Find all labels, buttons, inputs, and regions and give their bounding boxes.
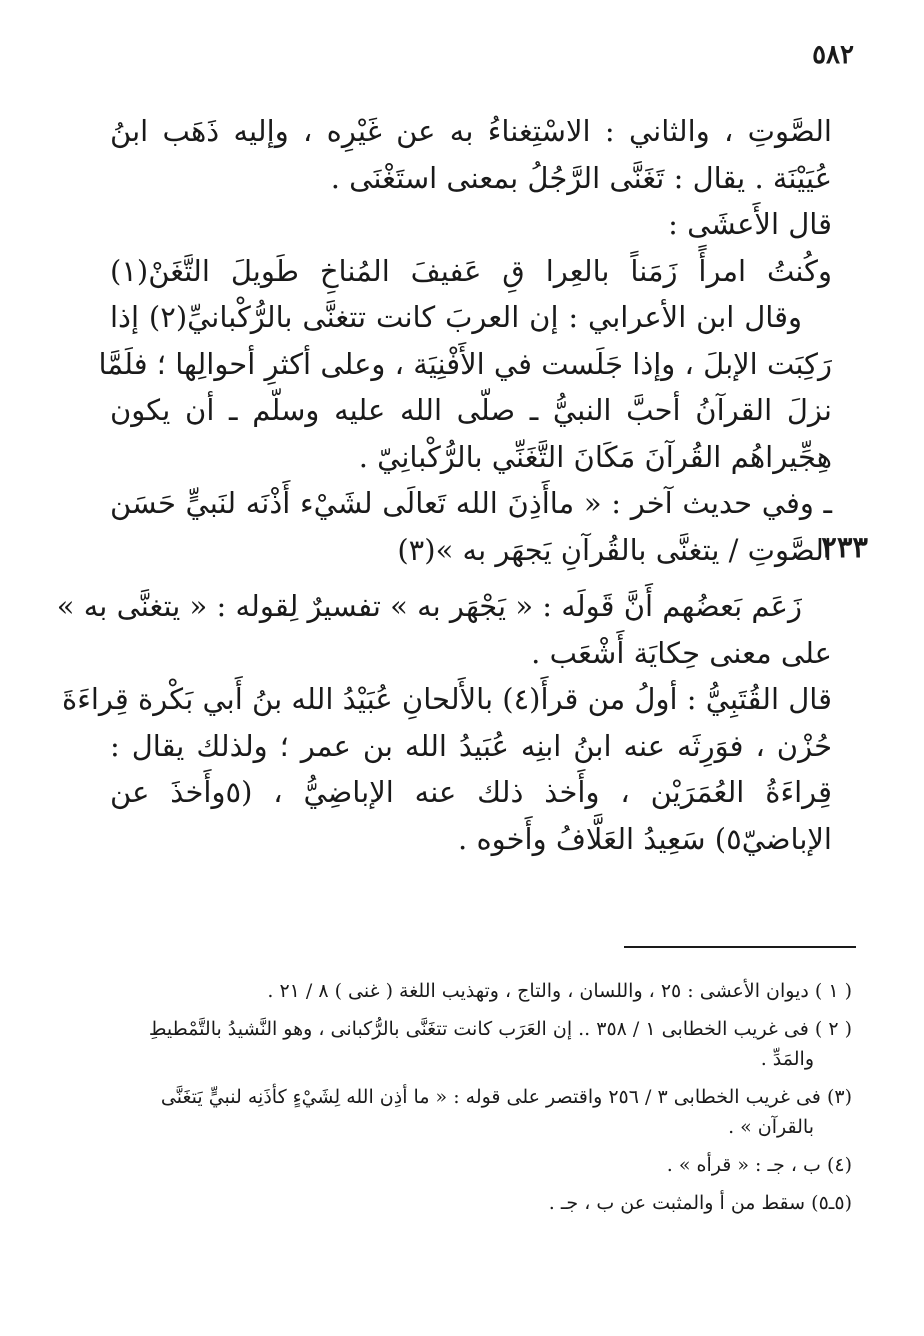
paragraph-gap: [110, 573, 832, 583]
footnote: [72, 1188, 852, 1218]
text-line: هِجِّيراهُم القُرآنَ مَكَانَ التَّغَنِّي بالرُّكْبانِيّ .: [358, 439, 832, 474]
footnote: [72, 976, 852, 1006]
text-line: قِراءَةُ العُمَرَيْن ، وأَخذ ذلك عنه الإباضِيُّ ، (٥وأَخذَ عن: [110, 775, 832, 809]
footnote-text: فى غريب الخطابى ٣ / ٢٥٦ واقتصر على قوله : « ما أذِن الله لِشَيْءٍ كأذَنِه لنبيٍّ يَتغَنَّى: [160, 1086, 821, 1108]
footnote-marker: (٥ـ٥): [811, 1192, 852, 1214]
main-text: [56, 108, 832, 862]
footnote-text: ديوان الأعشى : ٢٥ ، واللسان ، والتاج ، وتهذيب اللغة ( غنى ) ٨ / ٢١ .: [267, 980, 809, 1002]
text-line: حُزْن ، فوَرِثَه عنه ابنُ ابنِه عُبَيدُ الله بن عمر ؛ ولذلك يقال :: [110, 728, 832, 763]
text-line: عُيَيْنَة . يقال : تَغَنَّى الرَّجُلُ بمعنى استَغْنَى .: [330, 160, 832, 195]
text-line: رَكِبَت الإبلَ ، وإذا جَلَست في الأَفْنِيَة ، وعلى أكثرِ أحوالِها ؛ فلَمَّا: [98, 346, 832, 381]
text-line: ـ وفي حديث آخر : « ماأَذِنَ الله تَعالَى لشَيْء أَذْنَه لنَبيٍّ حَسَن: [110, 486, 832, 520]
footnote-text: ب ، جـ : « قرأه » .: [666, 1154, 821, 1176]
footnote: [72, 1082, 852, 1142]
footnote: [72, 1150, 852, 1180]
text-line: الصَّوتِ / يتغنَّى بالقُرآنِ يَجهَر به »(٣): [397, 532, 832, 567]
footnote-text: فى غريب الخطابى ١ / ٣٥٨ .. إن العَرَب كانت تتغَنَّى بالرُّكبانى ، وهو النَّشيدُ بالتَّمْطيطِ: [148, 1018, 809, 1040]
footnote-separator: [624, 946, 856, 948]
text-line: زَعَم بَعضُهم أَنَّ قَولَه : « يَجْهَر به » تفسيرٌ لِقوله : « يتغنَّى به »: [56, 589, 802, 623]
footnote-text: والمَدِّ .: [760, 1048, 814, 1070]
text-line: قال القُتَبِيُّ : أولُ من قرأَ(٤) بالأَلحانِ عُبَيْدُ الله بنُ أَبي بَكْرة قِراءَةَ: [62, 682, 832, 716]
text-line: قال الأَعشَى :: [668, 207, 832, 241]
footnote-marker: (٤): [826, 1154, 852, 1176]
footnotes: [72, 976, 852, 1226]
verse-line: وكُنتُ امرأً زَمَناً بالعِرا قِ عَفيفَ المُناخِ طَويلَ التَّغَنْ(١): [110, 253, 832, 288]
margin-page-marker: ٢٣٣: [821, 530, 868, 564]
footnote-marker: ( ٢ ): [814, 1018, 852, 1040]
text-line: الصَّوتِ ، والثاني : الاسْتِغناءُ به عن غَيْرِه ، وإليه ذَهَب ابنُ: [110, 114, 832, 148]
text-line: على معنى حِكايَة أَشْعَب .: [531, 635, 832, 670]
footnote: [72, 1014, 852, 1074]
footnote-marker: (٣): [826, 1086, 852, 1108]
footnote-text: بالقرآن » .: [728, 1116, 814, 1138]
page-number: ٥٨٢: [812, 40, 854, 70]
footnote-marker: ( ١ ): [814, 980, 852, 1002]
text-line: الإباضيّ٥) سَعِيدُ العَلَّافُ وأَخوه .: [458, 821, 832, 856]
footnote-text: سقط من أ والمثبت عن ب ، جـ .: [548, 1192, 806, 1214]
text-line: وقال ابن الأعرابي : إن العربَ كانت تتغنَّى بالرُّكْبانيِّ(٢) إذا: [110, 300, 802, 334]
text-line: نزلَ القرآنُ أحبَّ النبيُّ ـ صلّى الله عليه وسلّم ـ أن يكون: [110, 393, 832, 427]
